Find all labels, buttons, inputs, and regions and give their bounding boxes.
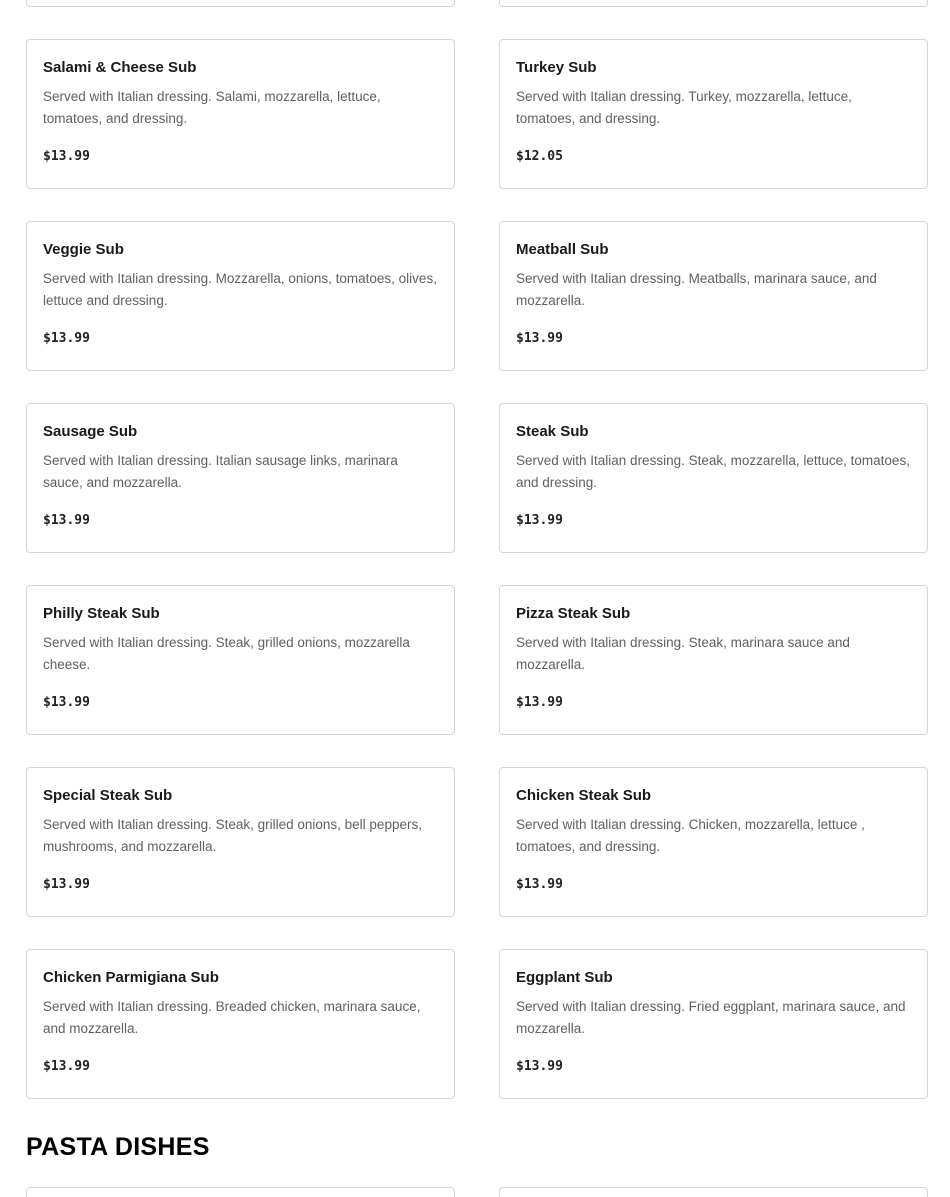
menu-item-description: Served with Italian dressing. Steak, marinara sauce and mozzarella. <box>516 635 850 672</box>
menu-item-card-turkey-sub[interactable] <box>499 39 928 189</box>
menu-item-card-pizza-steak-sub[interactable] <box>499 585 928 735</box>
menu-item-name: Philly Steak Sub <box>43 605 160 622</box>
menu-item-price: $13.99 <box>43 149 90 164</box>
menu-item-card-philly-steak-sub[interactable] <box>26 585 455 735</box>
menu-item-name: Salami & Cheese Sub <box>43 59 197 76</box>
menu-item-name: Sausage Sub <box>43 423 138 440</box>
section-title-pasta-dishes: PASTA DISHES <box>26 1133 210 1161</box>
menu-item-card-chicken-steak-sub[interactable] <box>499 767 928 917</box>
menu-item-card-partial-bottom-left[interactable] <box>26 1187 455 1197</box>
menu-item-card-steak-sub[interactable] <box>499 403 928 553</box>
menu-item-price: $13.99 <box>43 1059 90 1074</box>
menu-item-card-sausage-sub[interactable] <box>26 403 455 553</box>
menu-item-name: Special Steak Sub <box>43 787 173 804</box>
menu-item-price: $13.99 <box>516 513 563 528</box>
menu-item-price: $13.99 <box>516 877 563 892</box>
menu-item-name: Pizza Steak Sub <box>516 605 631 622</box>
menu-item-price: $13.99 <box>516 1059 563 1074</box>
menu-item-price: $13.99 <box>516 695 563 710</box>
menu-item-card-partial-bottom-right[interactable] <box>499 1187 928 1197</box>
menu-item-price: $12.05 <box>516 149 563 164</box>
menu-item-price: $13.99 <box>43 877 90 892</box>
menu-item-card-salami-cheese-sub[interactable] <box>26 39 455 189</box>
menu-item-name: Meatball Sub <box>516 241 609 258</box>
menu-item-description: Served with Italian dressing. Italian sausage links, marinara sauce, and mozzarella. <box>43 453 398 490</box>
menu-item-price: $13.99 <box>43 331 90 346</box>
menu-item-description: Served with Italian dressing. Turkey, mozzarella, lettuce, tomatoes, and dressing. <box>516 89 852 126</box>
menu-item-description: Served with Italian dressing. Fried eggplant, marinara sauce, and mozzarella. <box>516 999 906 1036</box>
menu-item-description: Served with Italian dressing. Steak, mozzarella, lettuce, tomatoes, and dressing. <box>516 453 910 490</box>
menu-item-name: Chicken Steak Sub <box>516 787 652 804</box>
menu-item-card-veggie-sub[interactable] <box>26 221 455 371</box>
menu-item-description: Served with Italian dressing. Chicken, mozzarella, lettuce , tomatoes, and dressing. <box>516 817 865 854</box>
menu-item-card-partial-top-left[interactable] <box>26 0 455 7</box>
menu-item-name: Turkey Sub <box>516 59 597 76</box>
menu-item-name: Veggie Sub <box>43 241 124 258</box>
menu-item-name: Chicken Parmigiana Sub <box>43 969 219 986</box>
menu-item-price: $13.99 <box>43 695 90 710</box>
menu-item-card-partial-top-right[interactable] <box>499 0 928 7</box>
menu-item-description: Served with Italian dressing. Mozzarella, onions, tomatoes, olives, lettuce and dressing. <box>43 271 437 308</box>
menu-item-card-eggplant-sub[interactable] <box>499 949 928 1099</box>
menu-item-name: Eggplant Sub <box>516 969 613 986</box>
menu-item-price: $13.99 <box>43 513 90 528</box>
menu-item-price: $13.99 <box>516 331 563 346</box>
menu-item-description: Served with Italian dressing. Steak, grilled onions, mozzarella cheese. <box>43 635 410 672</box>
menu-item-card-meatball-sub[interactable] <box>499 221 928 371</box>
menu-item-card-special-steak-sub[interactable] <box>26 767 455 917</box>
menu-item-description: Served with Italian dressing. Steak, grilled onions, bell peppers, mushrooms, and mozzarella. <box>43 817 422 854</box>
menu-item-card-chicken-parmigiana-sub[interactable] <box>26 949 455 1099</box>
menu-item-description: Served with Italian dressing. Meatballs, marinara sauce, and mozzarella. <box>516 271 877 308</box>
menu-item-name: Steak Sub <box>516 423 589 440</box>
menu-item-description: Served with Italian dressing. Breaded chicken, marinara sauce, and mozzarella. <box>43 999 421 1036</box>
menu-item-description: Served with Italian dressing. Salami, mozzarella, lettuce, tomatoes, and dressing. <box>43 89 381 126</box>
